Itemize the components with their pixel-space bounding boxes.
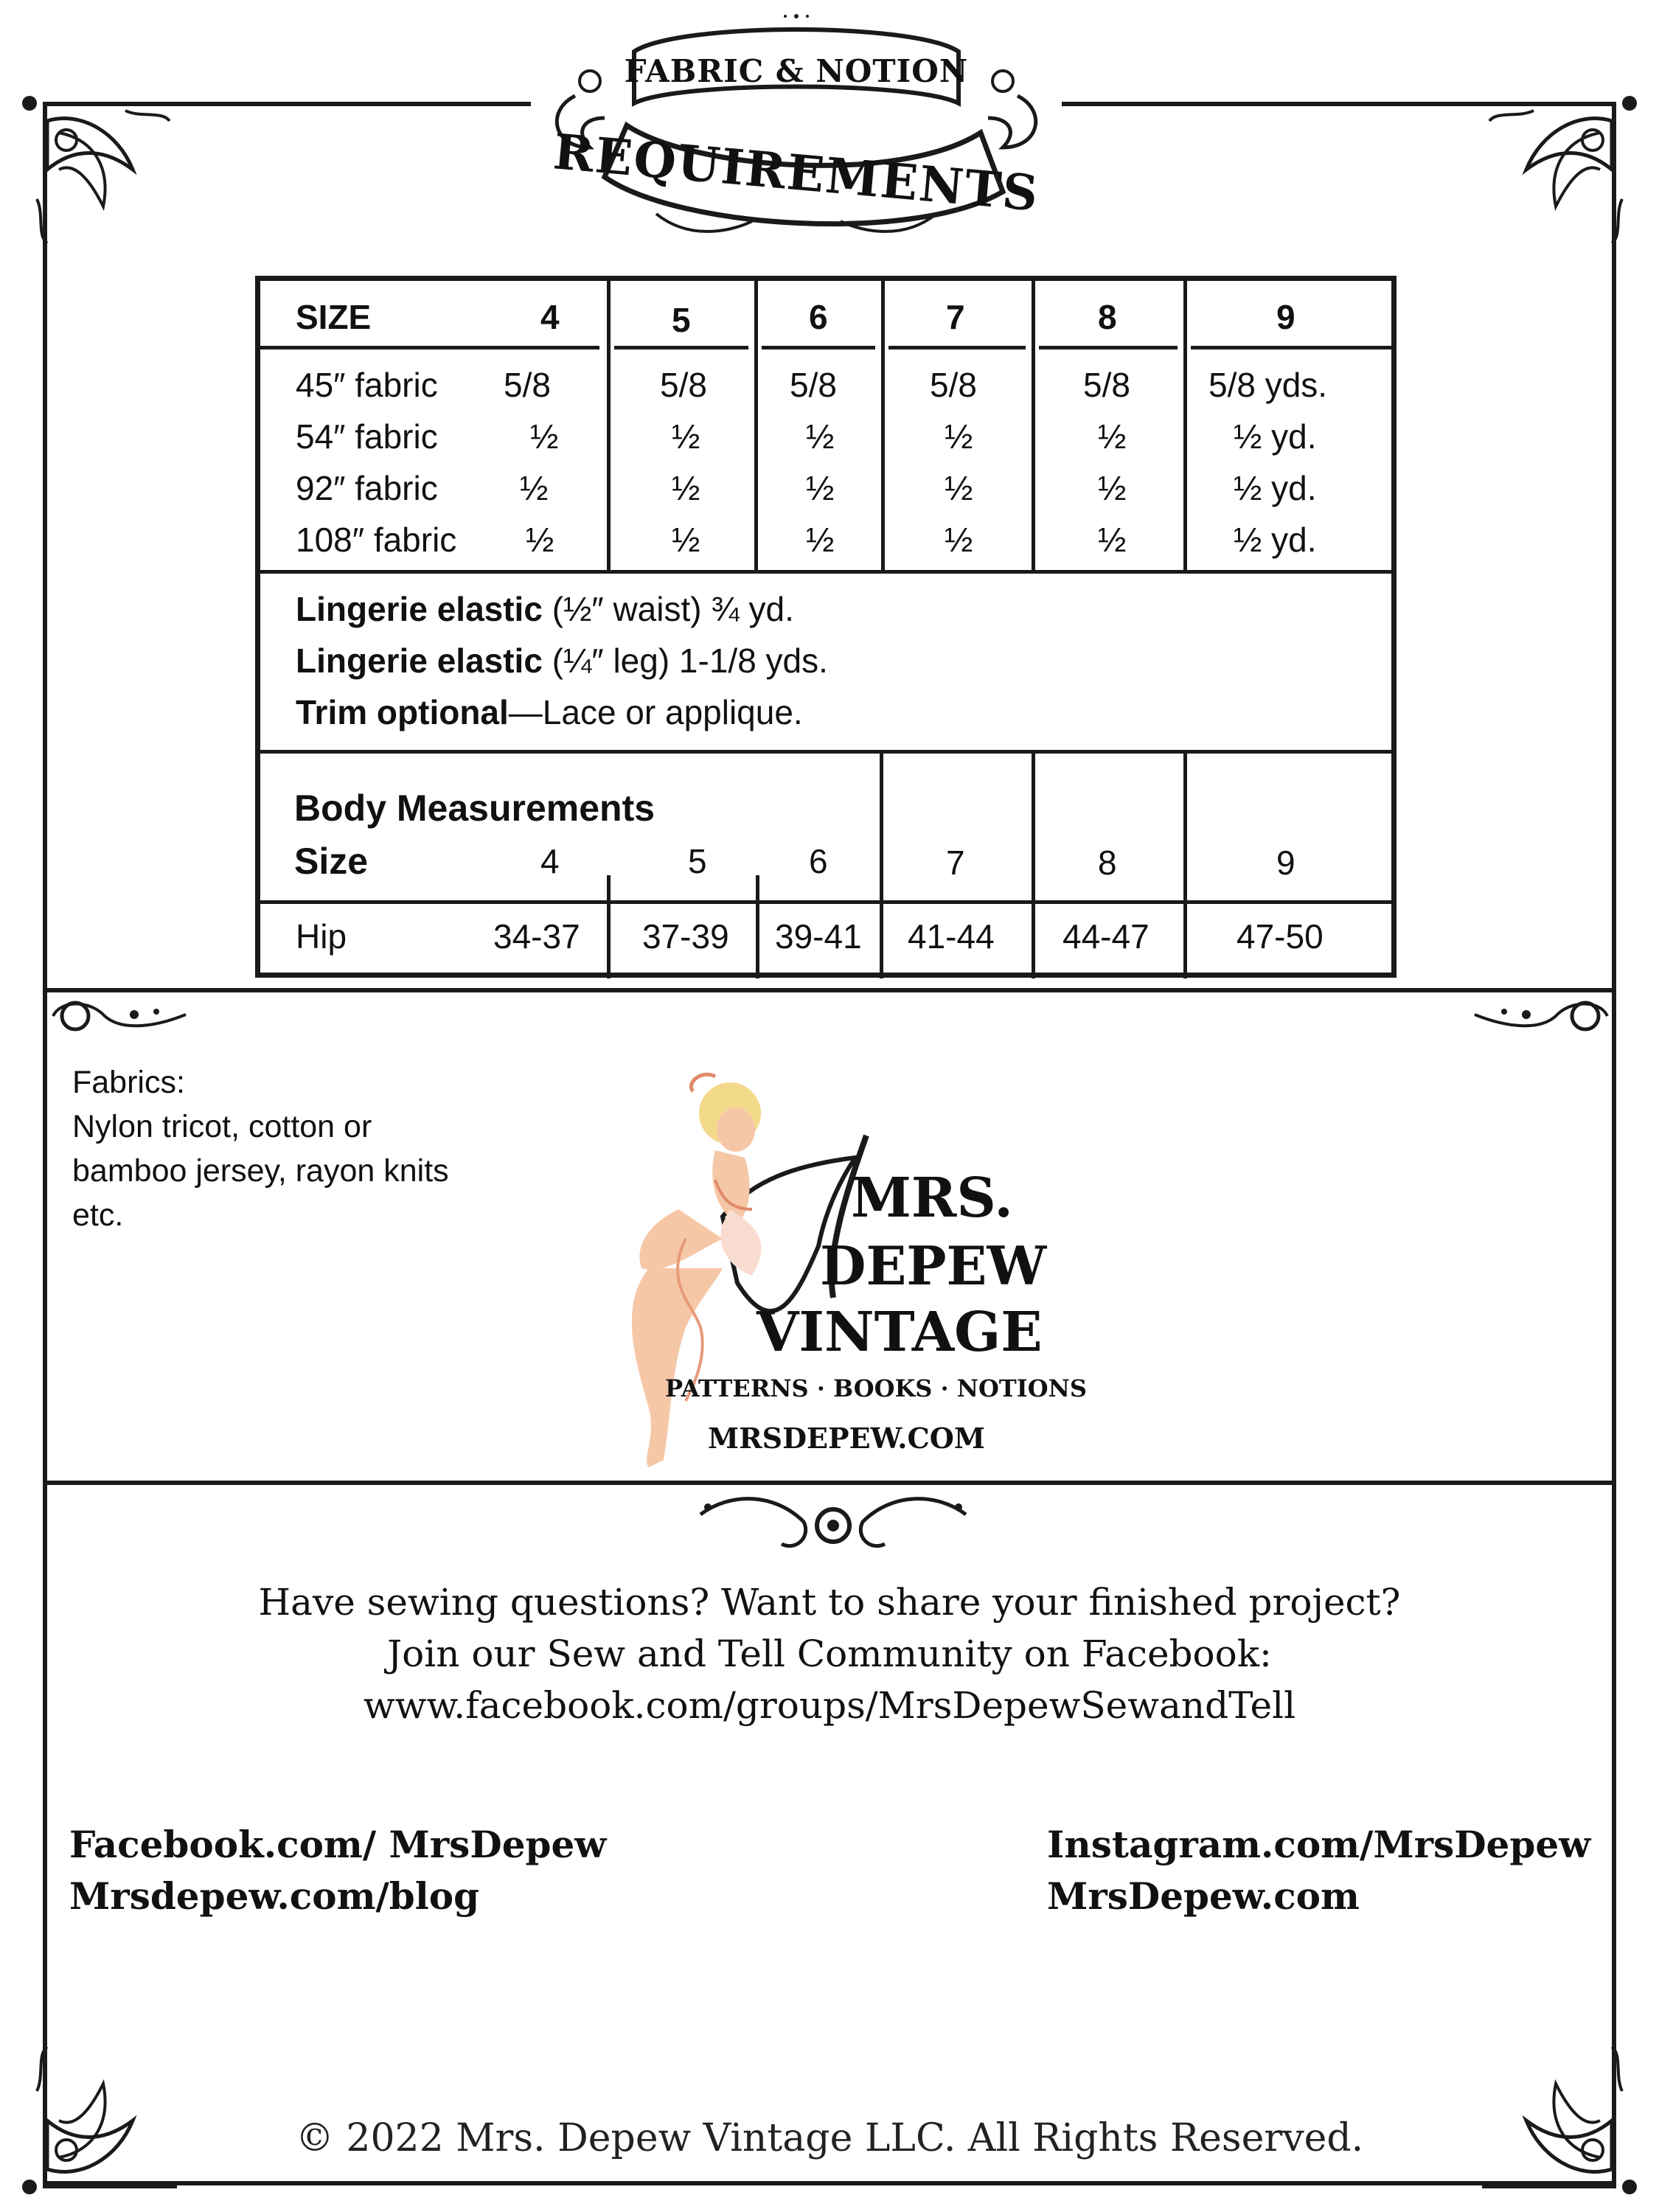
fabric-yardage: ½ (672, 417, 700, 456)
body-size: 5 (688, 842, 707, 880)
fabric-yardage: ½ (1098, 521, 1127, 559)
fabric-yardage: ½ (672, 469, 700, 507)
size-header: 8 (1098, 298, 1117, 336)
size-header: 6 (809, 298, 828, 336)
body-measurements-title: Body Measurements (294, 787, 655, 829)
corner-flourish-top-left-icon (15, 88, 177, 251)
fabrics-line: bamboo jersey, rayon knits (72, 1153, 449, 1189)
divider-flourish-right-icon (1467, 992, 1615, 1044)
hip-value: 34-37 (493, 917, 580, 956)
body-size-label: Size (294, 841, 369, 882)
community-link[interactable]: www.facebook.com/groups/MrsDepewSewandTell (363, 1684, 1296, 1727)
blog-link[interactable]: Mrsdepew.com/blog (69, 1874, 480, 1918)
size-header: 5 (672, 301, 691, 339)
fabric-yardage: ½ (530, 417, 559, 456)
body-size: 4 (540, 842, 560, 880)
fabric-yardage: ½ (806, 417, 835, 456)
fabric-yardage: ½ (945, 521, 973, 559)
fabric-yardage: 5/8 (930, 366, 977, 404)
fabric-yardage: ½ yd. (1234, 521, 1317, 559)
fabric-yardage: 5/8 (1083, 366, 1130, 404)
fabric-yardage: ½ (520, 469, 549, 507)
community-line: Join our Sew and Tell Community on Facebook: (387, 1632, 1272, 1675)
copyright-notice: © 2022 Mrs. Depew Vintage LLC. All Rights Reserved. (295, 2116, 1364, 2160)
fabric-yardage: 5/8 (504, 366, 551, 404)
hip-value: 47-50 (1237, 917, 1324, 956)
hip-value: 39-41 (775, 917, 862, 956)
website-link[interactable]: MrsDepew.com (1047, 1874, 1360, 1918)
logo-url: MRSDEPEW.COM (708, 1422, 985, 1455)
fabrics-heading: Fabrics: (72, 1065, 185, 1100)
fabric-yardage: 5/8 (790, 366, 837, 404)
fabric-yardage: ½ (1098, 469, 1127, 507)
logo-line-mrs: MRS. (851, 1166, 1013, 1230)
notion-line: Lingerie elastic (¼″ leg) 1-1/8 yds. (296, 641, 828, 680)
fabric-yardage: ½ (945, 469, 973, 507)
hip-value: 41-44 (908, 917, 995, 956)
fabric-width-label: 92″ fabric (296, 469, 438, 507)
fabric-yardage: 5/8 yds. (1208, 366, 1328, 404)
instagram-link[interactable]: Instagram.com/MrsDepew (1047, 1823, 1591, 1866)
requirements-banner (531, 7, 1062, 251)
size-header-label: SIZE (296, 298, 372, 336)
fabric-width-label: 54″ fabric (296, 417, 438, 456)
fabric-yardage: ½ yd. (1234, 417, 1317, 456)
community-line: Have sewing questions? Want to share your finished project? (258, 1581, 1401, 1624)
mrs-depew-vintage-logo (605, 1062, 1087, 1475)
logo-tagline: PATTERNS · BOOKS · NOTIONS (665, 1374, 1087, 1402)
body-size: 7 (946, 844, 965, 882)
size-header: 9 (1276, 298, 1295, 336)
body-size: 8 (1098, 844, 1117, 882)
size-header: 4 (540, 298, 560, 336)
body-size: 9 (1276, 844, 1295, 882)
divider-flourish-center-icon (686, 1485, 981, 1559)
hip-value: 37-39 (642, 917, 729, 956)
hip-label: Hip (296, 917, 347, 956)
facebook-link[interactable]: Facebook.com/ MrsDepew (69, 1823, 607, 1866)
hip-value: 44-47 (1062, 917, 1150, 956)
fabric-yardage: ½ (806, 469, 835, 507)
banner-title: REQUIREMENTS (551, 122, 1042, 223)
logo-line-depew: DEPEW (820, 1234, 1047, 1297)
size-header: 7 (946, 298, 965, 336)
fabric-yardage: ½ (945, 417, 973, 456)
fabric-yardage: ½ (806, 521, 835, 559)
fabrics-line: etc. (72, 1197, 124, 1233)
notion-line: Lingerie elastic (½″ waist) ¾ yd. (296, 590, 794, 628)
fabric-yardage: ½ (1098, 417, 1127, 456)
notion-line: Trim optional—Lace or applique. (296, 693, 803, 731)
fabrics-line: Nylon tricot, cotton or (72, 1109, 372, 1144)
fabric-yardage: ½ yd. (1234, 469, 1317, 507)
logo-line-vintage: VINTAGE (757, 1301, 1043, 1364)
section-divider-top (43, 988, 1616, 992)
fabric-width-label: 45″ fabric (296, 366, 438, 404)
fabric-width-label: 108″ fabric (296, 521, 457, 559)
corner-flourish-top-right-icon (1482, 88, 1644, 251)
banner-subtitle: FABRIC & NOTION (624, 53, 969, 89)
fabric-yardage: ½ (526, 521, 554, 559)
fabric-yardage: ½ (672, 521, 700, 559)
divider-flourish-left-icon (46, 992, 193, 1044)
requirements-table (255, 276, 1397, 978)
fabric-yardage: 5/8 (660, 366, 707, 404)
body-size: 6 (809, 842, 828, 880)
